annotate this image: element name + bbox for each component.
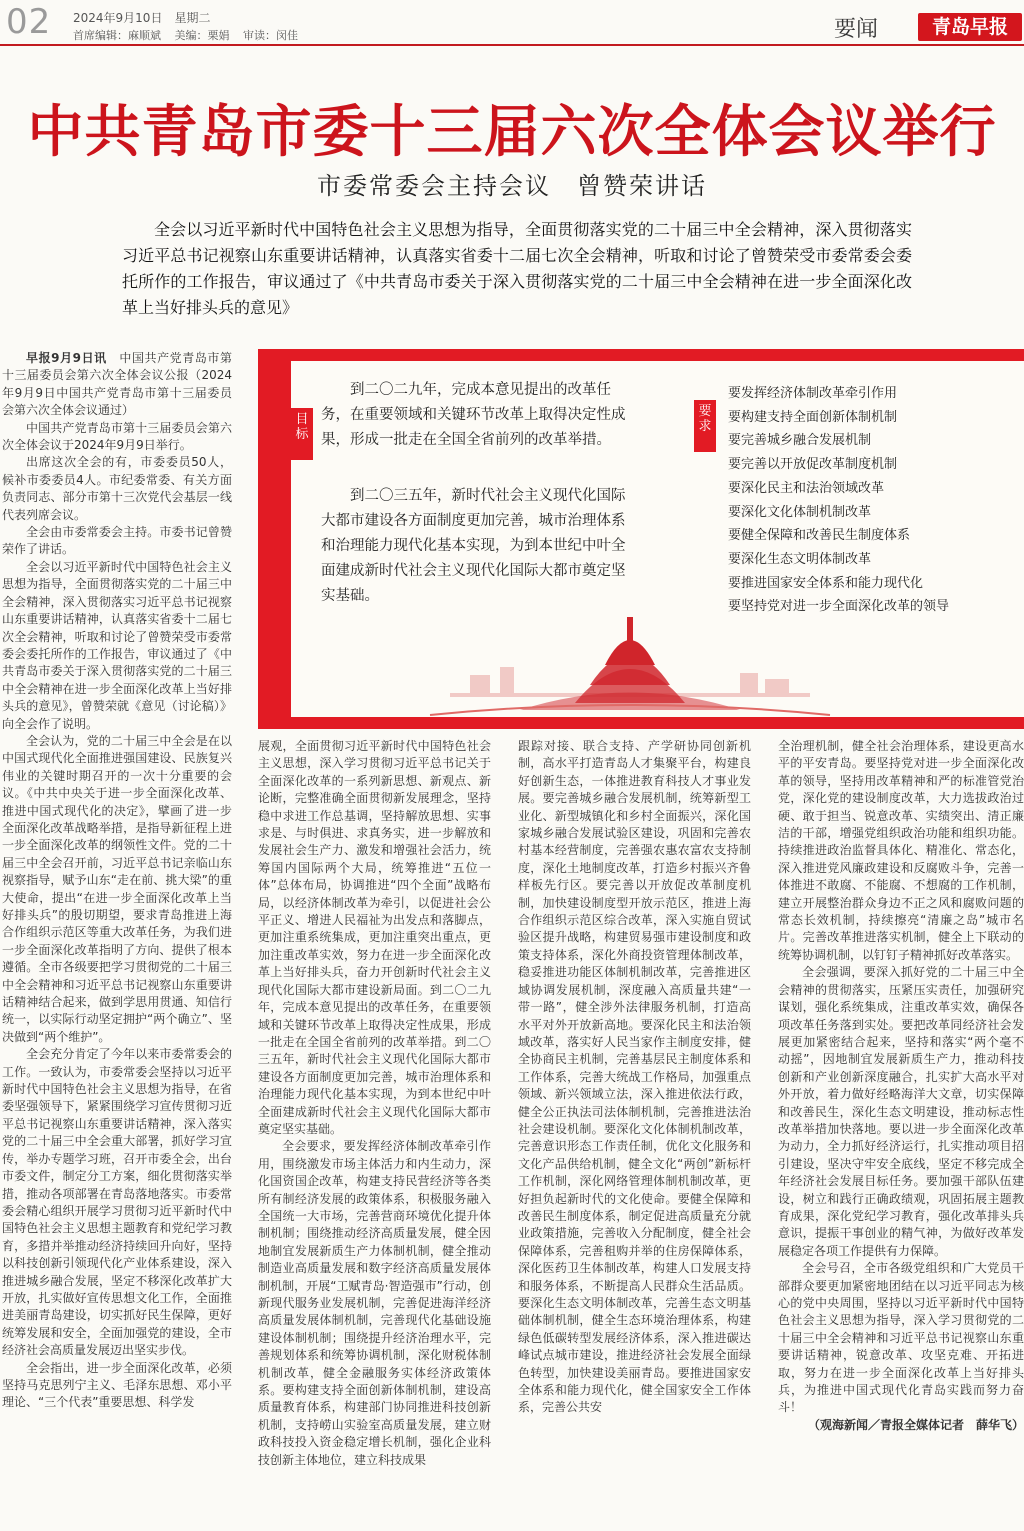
requirement-list <box>728 382 1018 619</box>
issue-date: 2024年9月10日 星期二 <box>73 11 211 25</box>
requirement-item: 要健全保障和改善民生制度体系 <box>728 528 911 544</box>
paragraph: 全会要求，要发挥经济体制改革牵引作用，围绕激发市场主体活力和内生动力，深化国资国企改革，构建支持民营经济等各类所有制经济发展的政策体系，积极服务融入全国统一大市场，完善营商环境优化提升体制机制；围绕推动经济高质量发展，健全因地制宜发展新质生产力体制机制，健全推动制造业高质量发展和数字经济高质量发展体制机制，开展“工赋青岛·智造强市”行动，创新现代服务业发展机制，完善促进海洋经济高质量发展体制机制，完善现代化基础设施建设体制机制；围绕提升经济治理水平，完善规划体系和统筹协调机制，深化财税体制机制改革，健全金融服务实体经济政策体系。要构建支持全面创新体制机制，建设高质量教育体系，构建部门协同推进科技创新机制，支持崂山实验室高质量发展，建立财政科技投入资金稳定增长机制，强化企业科技创新主体地位，建立科技成果 <box>258 1139 491 1467</box>
requirement-item: 要完善城乡融合发展机制 <box>728 433 872 449</box>
paragraph: 全会强调，要深入抓好党的二十届三中全会精神的贯彻落实，压紧压实责任，加强研究谋划，强化系统集成，注重改革实效，确保各项改革任务落到实处。要把改革同经济社会发展更加紧密结合起来，坚持和落实“两个毫不动摇”，因地制宜发展新质生产力，推动科技创新和产业创新深度融合，扎实扩大高水平对外开放，着力做好经略海洋大文章，切实保障和改善民生，深化生态文明建设，推动标志性改革举措加快落地。要以进一步全面深化改革为动力，全力抓好经济运行，扎实推动项目招引建设，坚决守牢安全底线，坚定不移完成全年经济社会发展目标任务。要加强干部队伍建设，树立和践行正确政绩观，巩固拓展主题教育成果，深化党纪学习教育，强化改革排头兵意识，提振干事创业的精气神，为做好改革发展稳定各项工作提供有力保障。 <box>778 965 1024 1258</box>
proofreader: 审读：闵佳 <box>243 29 298 42</box>
paragraph: 全会由市委常委会主持。市委书记曾赞荣作了讲话。 <box>2 525 232 557</box>
paragraph: 中国共产党青岛市第十三届委员会第六次全体会议于2024年9月9日举行。 <box>2 420 232 453</box>
paragraph: 出席这次全会的有，市委委员50人，候补市委委员4人。市纪委常委、有关方面负责同志、部分市第十三次党代会基层一线代表列席会议。 <box>2 455 232 522</box>
paragraph: 全会认为，党的二十届三中全会是在以中国式现代化全面推进强国建设、民族复兴伟业的关键时期召开的一次十分重要的会议。《中共中央关于进一步全面深化改革、推进中国式现代化的决定》，擘画了进一步全面深化改革战略举措，是指导新征程上进一步全面深化改革的纲领性文件。党的二十届三中全会召开前，习近平总书记亲临山东视察指导，赋予山东“走在前、挑大梁”的重大使命，提出“在进一步全面深化改革上当好排头兵”的殷切期望，要求青岛推进上海合作组织示范区等重大改革任务，为我们进一步全面深化改革指明了方向、提供了根本遵循。全市各级要把学习贯彻党的二十届三中全会精神和习近平总书记视察山东重要讲话精神结合起来，做到学思用贯通、知信行统一，以实际行动坚定拥护“两个确立”、坚决做到“两个维护”。 <box>2 733 232 1044</box>
paragraph: 全会充分肯定了今年以来市委常委会的工作。一致认为，市委常委会坚持以习近平新时代中国特色社会主义思想为指导，在省委坚强领导下，紧紧围绕学习宣传贯彻习近平总书记视察山东重要讲话精神，深入落实党的二十届三中全会重大部署，抓好学习宣传，举办专题学习班，召开市委全会，出台市委文件，制定分工方案，细化贯彻落实举措，推动各项部署在青岛落地落实。市委常委会精心组织开展学习贯彻习近平新时代中国特色社会主义思想主题教育和党纪学习教育，多措并举推动经济持续回升向好，坚持以科技创新引领现代化产业体系建设，深入推进城乡融合发展，坚定不移深化改革扩大开放，扎实做好宣传思想文化工作，全面推进美丽青岛建设，切实抓好民生保障，更好统筹发展和安全，全面加强党的建设，全市经济社会高质量发展迈出坚实步伐。 <box>2 1047 232 1358</box>
editor-credits <box>73 27 308 43</box>
city-landmark-illustration <box>410 615 850 720</box>
headline: 中共青岛市委十三届六次全体会议举行 <box>27 100 997 165</box>
chief-editor: 首席编辑：麻顺斌 <box>73 29 161 42</box>
paragraph: 展观，全面贯彻习近平新时代中国特色社会主义思想，深入学习贯彻习近平总书记关于全面深化改革的一系列新思想、新观点、新论断，完整准确全面贯彻新发展理念，坚持稳中求进工作总基调，坚持解放思想、实事求是、与时俱进、求真务实，进一步解放和发展社会生产力、激发和增强社会活力，统筹国内国际两个大局，统筹推进“五位一体”总体布局，协调推进“四个全面”战略布局，以经济体制改革为牵引，以促进社会公平正义、增进人民福祉为出发点和落脚点，更加注重系统集成，更加注重突出重点，更加注重改革实效，努力在进一步全面深化改革上当好排头兵，奋力开创新时代社会主义现代化国际大都市建设新局面。到二〇二九年，完成本意见提出的改革任务，在重要领域和关键环节改革上取得决定性成果，形成一批走在全国全省前列的改革举措。到二〇三五年，新时代社会主义现代化国际大都市建设各方面制度更加完善，城市治理体系和治理能力现代化基本实现，为到本世纪中叶全面建成新时代社会主义现代化国际大都市奠定坚实基础。 <box>258 739 491 1136</box>
requirement-item: 要推进国家安全体系和能力现代化 <box>728 575 924 591</box>
requirement-item: 要深化民主和法治领域改革 <box>728 480 885 496</box>
sub-headline: 市委常委会主持会议 曾赞荣讲话 <box>317 172 707 200</box>
requirement-item: 要构建支持全面创新体制机制 <box>728 409 898 425</box>
requirement-tag: 要求 <box>694 400 716 452</box>
paragraph: 全会号召，全市各级党组织和广大党员干部群众要更加紧密地团结在以习近平同志为核心的党中央周围，坚持以习近平新时代中国特色社会主义思想为指导，深入学习贯彻党的二十届三中全会精神和习近平总书记视察山东重要讲话精神，锐意改革、攻坚克难、开拓进取，努力在进一步全面深化改革上当好排头兵，为推进中国式现代化青岛实践而努力奋斗！ <box>778 1261 1024 1415</box>
page-number: 02 <box>6 2 52 42</box>
goal-2029: 到二〇二九年，完成本意见提出的改革任务，在重要领域和关键环节改革上取得决定性成果，形成一批走在全国全省前列的改革举措。 <box>321 382 626 448</box>
dateline: 早报9月9日讯 <box>26 351 107 365</box>
article-column-3 <box>518 738 751 1531</box>
section-label: 要闻 <box>834 17 879 42</box>
paragraph: 跟踪对接、联合支持、产学研协同创新机制，高水平打造青岛人才集聚平台，构建良好创新生态，一体推进教育科技人才事业发展。要完善城乡融合发展机制，统筹新型工业化、新型城镇化和乡村全面振兴，深化国家城乡融合发展试验区建设，巩固和完善农村基本经营制度，完善强农惠农富农支持制度，深化土地制度改革，打造乡村振兴齐鲁样板先行区。要完善以开放促改革制度机制，加快建设制度型开放示范区，推进上海合作组织示范区综合改革，深入实施自贸试验区提升战略，构建贸易强市建设制度和政策支持体系，深化外商投资管理体制改革，稳妥推进功能区体制机制改革，完善推进区域协调发展机制，深度融入高质量共建“一带一路”，健全涉外法律服务机制，打造高水平对外开放新高地。要深化民主和法治领域改革，落实好人民当家作主制度安排，健全协商民主机制，完善基层民主制度体系和工作体系，完善大统战工作格局，加强重点领域、新兴领域立法，深入推进依法行政，健全公正执法司法体制机制，完善推进法治社会建设机制。要深化文化体制机制改革，完善意识形态工作责任制，优化文化服务和文化产品供给机制，健全文化“两创”新标杆工作机制，深化网络管理体制机制改革，更好担负起新时代的文化使命。要健全保障和改善民生制度体系，制定促进高质量充分就业政策措施，完善收入分配制度，健全社会保障体系，完善租购并举的住房保障体系，深化医药卫生体制改革，构建人口发展支持和服务体系，不断提高人民群众生活品质。要深化生态文明体制改革，完善生态文明基础体制机制，健全生态环境治理体系，构建绿色低碳转型发展经济体系，深入推进碳达峰试点城市建设，推进经济社会发展全面绿色转型，加快建设美丽青岛。要推进国家安全体系和能力现代化，健全国家安全工作体系，完善公共安 <box>518 739 751 1415</box>
lead-paragraph: 全会以习近平新时代中国特色社会主义思想为指导，全面贯彻落实党的二十届三中全会精神，深入贯彻落实习近平总书记视察山东重要讲话精神，认真落实省委十二届七次全会精神，听取和讨论了曾赞荣受市委常委会委托所作的工作报告，审议通过了《中共青岛市委关于深入贯彻落实党的二十届三中全会精神在进一步全面深化改革上当好排头兵的意见》 <box>122 220 912 317</box>
requirement-item: 要坚持党对进一步全面深化改革的领导 <box>728 599 950 615</box>
article-column-4 <box>778 738 1024 1531</box>
newspaper-logo: 青岛早报 <box>918 13 1022 41</box>
paragraph: 全会指出，进一步全面深化改革，必须坚持马克思列宁主义、毛泽东思想、邓小平理论、“三个代表”重要思想、科学发 <box>2 1360 232 1410</box>
paragraph: 全治理机制，健全社会治理体系，建设更高水平的平安青岛。要坚持党对进一步全面深化改革的领导，坚持用改革精神和严的标准管党治党，深化党的建设制度改革，大力选拔政治过硬、敢于担当、锐意改革、实绩突出、清正廉洁的干部，增强党组织政治功能和组织功能。持续推进政治监督具体化、精准化、常态化，深入推进党风廉政建设和反腐败斗争，完善一体推进不敢腐、不能腐、不想腐的工作机制，建立开展整治群众身边不正之风和腐败问题的常态长效机制，持续擦亮“清廉之岛”城市名片。完善改革推进落实机制，健全上下联动的统筹协调机制，以钉钉子精神抓好改革落实。 <box>778 739 1024 962</box>
paragraph: 全会以习近平新时代中国特色社会主义思想为指导，全面贯彻落实党的二十届三中全会精神，深入贯彻落实习近平总书记视察山东重要讲话精神，认真落实省委十二届七次全会精神，听取和讨论了曾赞荣受市委常委会委托所作的工作报告，审议通过了《中共青岛市委关于深入贯彻落实党的二十届三中全会精神在进一步全面深化改革上当好排头兵的意见》，曾赞荣就《意见（讨论稿）》向全会作了说明。 <box>2 559 232 731</box>
article-column-2 <box>258 738 491 1531</box>
header-rule <box>0 44 1024 46</box>
art-editor: 美编：栗娟 <box>174 29 230 42</box>
article-column-1 <box>2 350 232 1531</box>
goal-2035: 到二〇三五年，新时代社会主义现代化国际大都市建设各方面制度更加完善，城市治理体系和治理能力现代化基本实现，为到本世纪中叶全面建成新时代社会主义现代化国际大都市奠定坚实基础。 <box>321 488 626 604</box>
goal-tag: 目标 <box>291 408 313 460</box>
requirement-item: 要发挥经济体制改革牵引作用 <box>728 386 898 401</box>
page-header <box>0 0 1024 44</box>
byline: （观海新闻／青报全媒体记者 薛华飞） <box>807 1417 1024 1432</box>
requirement-item: 要深化文化体制机制改革 <box>728 504 872 520</box>
requirement-item: 要完善以开放促改革制度机制 <box>728 457 898 473</box>
paragraph: 早报9月9日讯 中国共产党青岛市第十三届委员会第六次全体会议公报（2024年9月9日中国共产党青岛市第十三届委员会第六次全体会议通过） <box>2 351 232 418</box>
requirement-item: 要深化生态文明体制改革 <box>728 551 872 567</box>
